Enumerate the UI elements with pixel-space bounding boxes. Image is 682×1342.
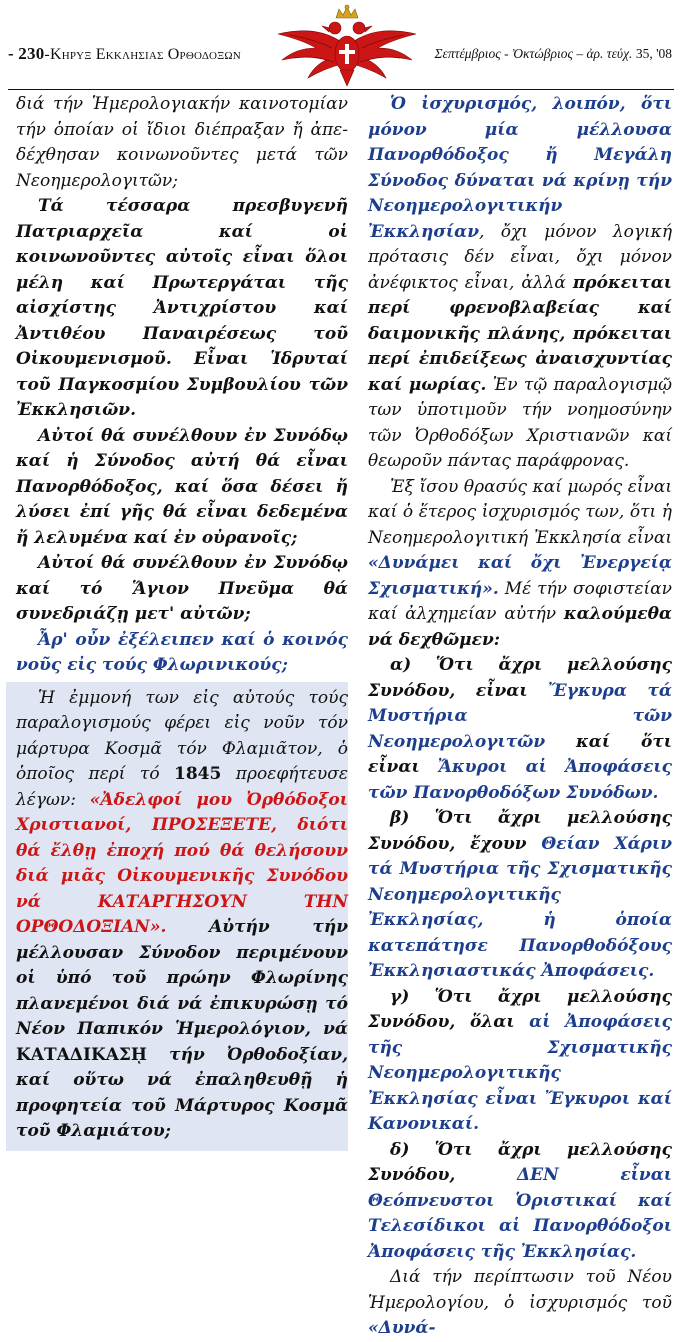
publication-title: -Κηρυξ Εκκλησιας Ορθοδοξων [44,46,241,63]
issue-number: 35, '08 [635,46,672,61]
text-run: Ἐν τῷ παραλογισμῷ των ὑποτιμοῦν τήν νοημοσύνην τῶν Ὀρθοδόξων Χριστιανῶν καί θεωροῦν πάντας παράφρονας. [368,374,673,471]
list-item [368,1138,672,1266]
text-run: τήν Ὀρθοδοξίαν, καί οὕτω νά ἐπαληθευθῇ ἡ προφητεία τοῦ Μάρτυρος Κοσμᾶ τοῦ Φλαμιάτου; [16,1044,348,1141]
paragraph [368,92,672,475]
list-item [368,806,672,985]
text-run: α) Ὅτι ἄχρι μελλούσης Συνόδου, εἶναι [368,655,672,701]
text-run: Μέ τήν σοφιστείαν καί ἀλχημείαν αὐτήν [368,578,672,624]
text-run: γ) Ὅτι ἄχρι μελλούσης Συνόδου, ὅλαι [368,986,672,1032]
text-run: πρόκειται περί φρενοβλαβείας καί δαιμονικῆς πλάνης, πρόκειται περί ἐπιδείξεως ἀναισχυντίας καί μωρίας. [368,272,672,395]
prophecy-quote: «Ἀδελφοί μου Ὀρθόδοξοι Χριστιανοί, ΠΡΟΣΕΞΕΤΕ, διότι θά ἔλθῃ ἐποχή πού θά θελήσουν διά μιᾶς Οἰκουμενικῆς Συνόδου νά ΚΑΤΑΡΓΗΣΟΥΝ ΤΗΝ ΟΡΘΟΔΟΞΙΑΝ». [16,789,348,937]
paragraph: Αὐτοί θά συνέλθουν ἐν Συνόδῳ καί τό Ἅγιον Πνεῦμα θά συνεδριάζῃ μετ' αὐτῶν; [16,553,348,624]
text-run: Ἐξ ἴσου θρασύς καί μωρός εἶναι καί ὁ ἕτερος ἰσχυρισμός των, ὅτι ἡ Νεοημερολογιτική Ἐκκλησία εἶναι [368,476,672,548]
text-run: Αὐτήν τήν μέλλουσαν Σύνοδον περιμένουν οἱ ὑπό τοῦ πρώην Φλωρίνης πλανεμένοι διά νά ἐπικυρώσῃ τό Νέον Παπικόν Ἡμερολόγιον, νά [16,917,348,1039]
text-run: «Δυνά- [368,1318,436,1338]
right-column [368,92,672,1342]
text-run: «Δυνάμει καί ὄχι Ἐνεργείᾳ Σχισματική». [368,553,672,599]
paragraph: Ἆρ' οὖν ἐξέλειπεν καί ὁ κοινός νοῦς εἰς τούς Φλωρινικούς; [16,629,348,675]
text-run: ΔΕΝ εἶναι Θεόπνευστοι Ὁριστικαί καί Τελεσίδικοι αἱ Πανορθόδοξοι Ἀποφάσεις τῆς Ἐκκλησίας. [368,1165,672,1262]
issue-info: Σεπτέμβριος - Ὀκτώβριος – ἀρ. τεύχ. [434,46,633,61]
list-item [368,985,672,1138]
left-column [16,92,348,1151]
double-headed-eagle-icon [272,4,422,88]
highlight-paragraph [16,686,348,1145]
paragraph: Αὐτοί θά συνέλθουν ἐν Συνόδῳ καί ἡ Σύνοδος αὐτή θά εἶναι Πανορθόδοξος, καί ὅσα δέσει ἤ λύσει ἐπί γῆς θά εἶναι δεδεμένα ἤ λελυμένα καί ἐν οὐρανοῖς; [16,425,348,548]
text-run: Θείαν Χάριν τά Μυστήρια τῆς Σχισματικῆς Νεοημερολογιτικῆς Ἐκκλησίας, ἡ ὁποία κατεπάτησε Πανορθοδόξους Ἐκκλησιαστικάς Ἀποφάσεις. [368,833,672,981]
text-run: Ὁ ἰσχυρισμός, λοιπόν, ὅτι μόνον μία μέλλουσα Πανορθόδοξος ἤ Μεγάλη Σύνοδος δύναται νά κρίνῃ τήν Νεοημερολογιτικήν Ἐκκλησίαν [368,94,672,242]
header-left [8,44,241,64]
text-run: Ἄκυροι αἱ Ἀποφάσεις τῶν Πανορθοδόξων Συνόδων. [368,757,672,803]
list-item [368,653,672,806]
highlight-box [6,682,348,1151]
text-run: , ὄχι μόνον λογική πρότασις δέν εἶναι, ὄχι μόνον ἀνέφικτος εἶναι, ἀλλά [368,221,672,293]
paragraph [368,475,672,654]
text-run: αἱ Ἀποφάσεις τῆς Σχισματικῆς Νεοημερολογιτικῆς Ἐκκλησίας εἶναι Ἔγκυροι καί Κανονικαί. [368,1012,672,1134]
text-run: δ) Ὅτι ἄχρι μελλούσης Συνόδου, [368,1139,672,1185]
text-run: Ἡ ἐμμονή των εἰς αὐτούς τούς παραλογισμούς φέρει εἰς νοῦν τόν μάρτυρα Κοσμᾶ τόν Φλαμιᾶτον, ὁ ὁποῖος περί τό [16,687,348,784]
paragraph: διά τήν Ἡμερολογιακήν καινοτομίαν τήν ὁποίαν οἱ ἴδιοι διέπραξαν ἤ ἀπε-δέχθησαν κοινωνοῦντες μετά τῶν Νεοημερολογιτῶν; [16,94,348,191]
text-run: καί ὅτι εἶναι [368,731,672,777]
paragraph: Τά τέσσαρα πρεσβυγενῆ Πατριαρχεῖα καί οἱ κοινωνοῦντες αὐτοῖς εἶναι ὅλοι μέλη καί Πρωτεργάται τῆς αἰσχίστης Ἀντιχρίστου καί Ἀντιθέου Παναιρέσεως τοῦ Οἰκουμενισμοῦ. Εἶναι Ἱδρυταί τοῦ Παγκοσμίου Συμβουλίου τῶν Ἐκκλησιῶν. [16,196,348,420]
text-run: ΚΑΤΑΔΙΚΑΣῌ [16,1044,147,1065]
text-run: καλούμεθα νά δεχθῶμεν: [368,604,672,650]
year: 1845 [174,764,222,784]
page-header [0,0,682,92]
text-run: Ἔγκυρα τά Μυστήρια τῶν Νεοημερολογιτῶν [368,680,672,752]
text-run: β) Ὅτι ἄχρι μελλούσης Συνόδου, ἔχουν [368,808,672,854]
paragraph [368,1265,672,1342]
text-run: προεφήτευσε λέγων: [16,764,348,810]
header-right [435,46,672,62]
page-number: - 230 [8,44,45,63]
header-rule [8,89,674,90]
text-run: Διά τήν περίπτωσιν τοῦ Νέου Ἡμερολογίου, ὁ ἰσχυρισμός τοῦ [368,1267,672,1313]
